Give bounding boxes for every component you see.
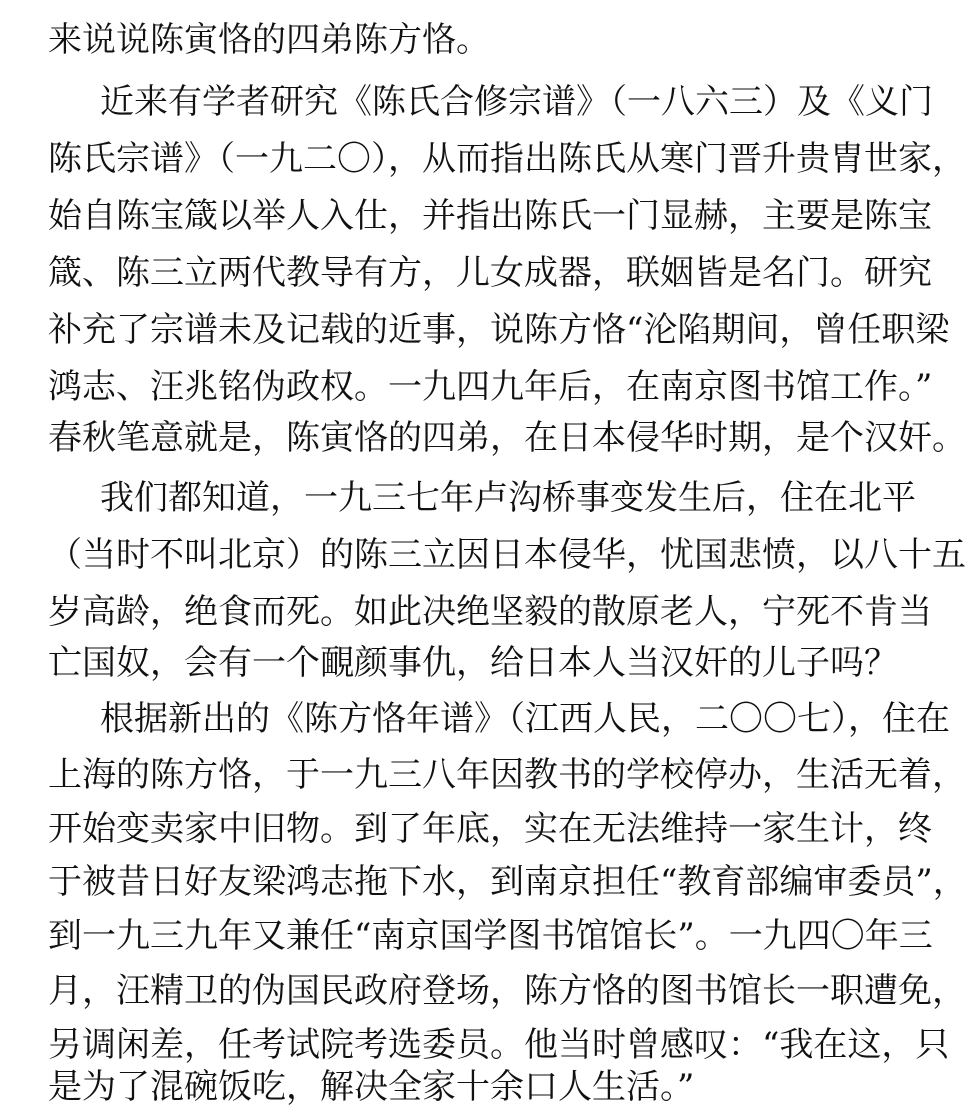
- text-line: 开始变卖家中旧物。到了年底，实在无法维持一家生计，终: [48, 809, 932, 849]
- text-line: 来说说陈寅恪的四弟陈方恪。: [48, 20, 490, 60]
- text-line: 根据新出的《陈方恪年谱》（江西人民，二〇〇七），住在: [100, 699, 950, 739]
- text-line: 岁高龄，绝食而死。如此决绝坚毅的散原老人，宁死不肯当: [48, 592, 932, 632]
- text-line: 箴、陈三立两代教导有方，儿女成器，联姻皆是名门。研究: [48, 253, 932, 293]
- text-line: 陈氏宗谱》（一九二〇），从而指出陈氏从寒门晋升贵胄世家，: [48, 139, 966, 179]
- text-line: 始自陈宝箴以举人入仕，并指出陈氏一门显赫，主要是陈宝: [48, 196, 932, 236]
- text-line: 到一九三九年又兼任“南京国学图书馆馆长”。一九四〇年三: [48, 916, 933, 956]
- text-line: 于被昔日好友梁鸿志拖下水，到南京担任“教育部编审委员”，: [48, 862, 967, 902]
- text-line: 上海的陈方恪，于一九三八年因教书的学校停办，生活无着，: [48, 755, 966, 795]
- text-line: 鸿志、汪兆铭伪政权。一九四九年后，在南京图书馆工作。”: [48, 367, 933, 407]
- text-line: 月，汪精卫的伪国民政府登场，陈方恪的图书馆长一职遭免，: [48, 971, 966, 1011]
- text-line: （当时不叫北京）的陈三立因日本侵华，忧国悲愤，以八十五: [48, 535, 966, 575]
- text-line: 春秋笔意就是，陈寅恪的四弟，在日本侵华时期，是个汉奸。: [48, 418, 966, 458]
- text-line: 另调闲差，任考试院考选委员。他当时曾感叹：“我在这，只: [48, 1025, 950, 1065]
- text-line: 我们都知道，一九三七年卢沟桥事变发生后，住在北平: [100, 478, 916, 518]
- text-line: 补充了宗谱未及记载的近事，说陈方恪“沦陷期间，曾任职梁: [48, 310, 950, 350]
- text-line: 是为了混碗饭吃，解决全家十余口人生活。”: [48, 1067, 695, 1107]
- text-line: 近来有学者研究《陈氏合修宗谱》（一八六三）及《义门: [100, 82, 933, 122]
- text-line: 亡国奴，会有一个靦颜事仇，给日本人当汉奸的儿子吗？: [48, 643, 898, 683]
